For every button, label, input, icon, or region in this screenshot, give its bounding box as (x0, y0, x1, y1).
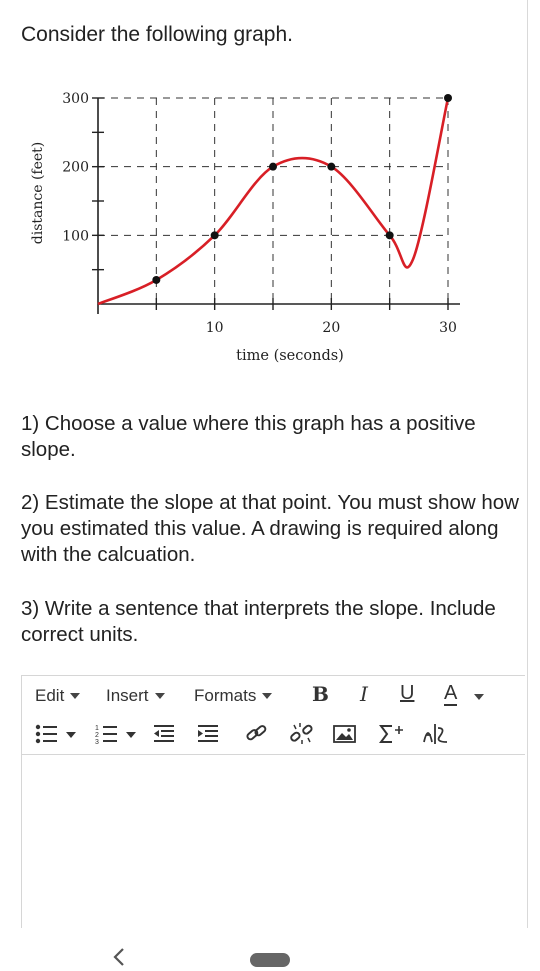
home-pill-icon[interactable] (250, 953, 290, 967)
link-icon[interactable] (244, 722, 270, 746)
svg-text:2: 2 (95, 732, 99, 739)
formats-menu[interactable] (194, 686, 272, 706)
data-point (386, 231, 394, 239)
question-3: 3) Write a sentence that interprets the slope. Include correct units. (21, 597, 496, 646)
edit-menu[interactable] (35, 686, 80, 706)
back-arrow-icon[interactable] (112, 946, 126, 968)
indent-icon[interactable] (196, 722, 222, 746)
bullet-list-icon[interactable] (34, 722, 82, 746)
image-icon[interactable] (332, 722, 358, 746)
y-tick-label: 300 (62, 91, 89, 107)
equation-icon[interactable] (378, 722, 406, 746)
edit-menu-label: Edit (35, 686, 65, 705)
data-markers (152, 94, 452, 284)
unlink-icon[interactable] (288, 722, 316, 746)
data-point (269, 163, 277, 171)
distance-time-graph (28, 82, 468, 372)
numbered-list-icon[interactable] (94, 722, 142, 746)
underline-button[interactable]: U (400, 682, 415, 704)
data-point (211, 231, 219, 239)
y-axis-label: distance (feet) (30, 141, 46, 245)
rich-text-editor (21, 675, 525, 929)
data-point (444, 94, 452, 102)
italic-button[interactable]: I (360, 682, 368, 706)
bold-button[interactable]: B (312, 682, 329, 706)
outdent-icon[interactable] (152, 722, 178, 746)
y-tick-label: 200 (62, 159, 89, 176)
x-tick-label: 20 (322, 320, 341, 336)
editor-body[interactable] (22, 755, 525, 929)
chevron-down-icon (70, 693, 80, 699)
font-color-button[interactable]: A (444, 682, 458, 704)
insert-menu-label: Insert (106, 686, 149, 705)
chevron-down-icon (155, 693, 165, 699)
prompt-text: Consider the following graph. (21, 23, 293, 46)
formats-menu-label: Formats (194, 686, 257, 705)
math-editor-icon[interactable] (422, 722, 450, 746)
x-tick-label: 30 (439, 320, 457, 336)
x-axis-label: time (seconds) (236, 348, 344, 364)
question-2: 2) Estimate the slope at that point. You must show how you estimated this value. A drawing is required along with the calcuation. (21, 491, 519, 566)
svg-text:1: 1 (95, 725, 99, 732)
data-point (152, 276, 160, 284)
chevron-down-icon (262, 693, 272, 699)
chart-grid (98, 98, 448, 304)
editor-toolbar (22, 716, 525, 755)
data-point (327, 163, 335, 171)
y-tick-label: 100 (62, 228, 89, 245)
chevron-down-icon[interactable] (474, 694, 484, 700)
x-tick-label: 10 (205, 320, 224, 336)
editor-menubar (22, 676, 525, 716)
question-1: 1) Choose a value where this graph has a positive slope. (21, 412, 476, 461)
svg-text:3: 3 (95, 739, 99, 746)
insert-menu[interactable] (106, 686, 165, 706)
